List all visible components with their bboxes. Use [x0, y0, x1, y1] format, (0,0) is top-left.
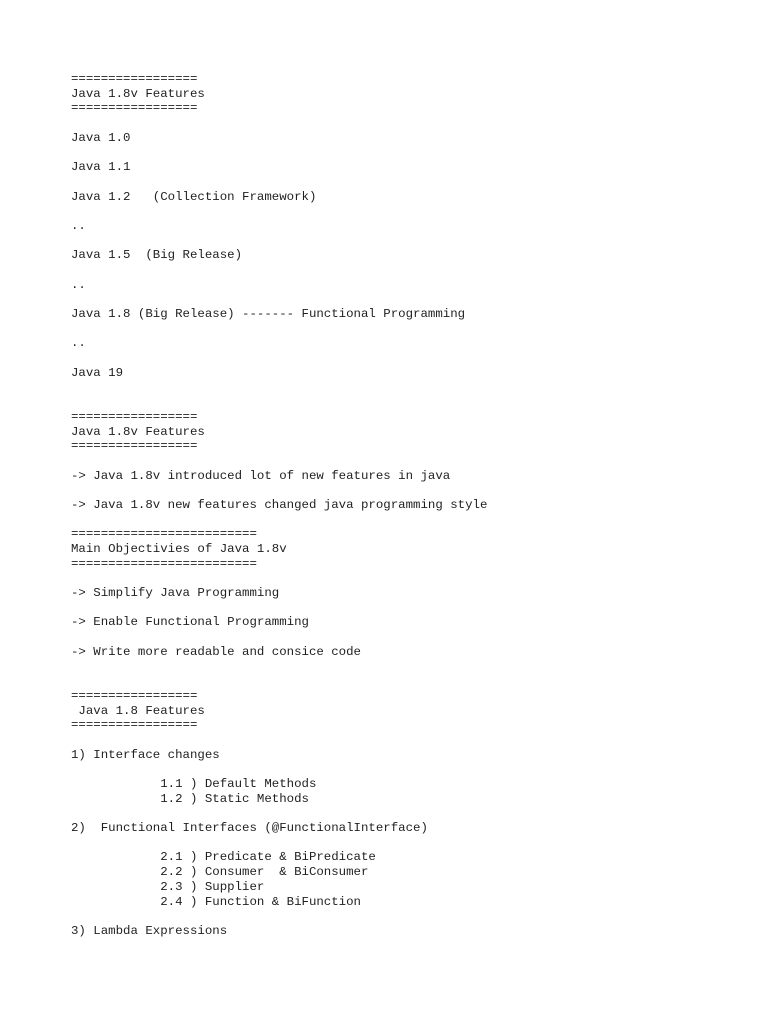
text-line: ================= — [71, 72, 198, 86]
text-line: 2.3 ) Supplier — [71, 879, 265, 894]
text-line: 1) Interface changes — [71, 747, 220, 762]
text-line: Java 19 — [71, 365, 124, 380]
text-line: 2.4 ) Function & BiFunction — [71, 894, 361, 909]
blank-line — [71, 322, 751, 337]
text-line: 2) Functional Interfaces (@FunctionalInterface) — [71, 821, 428, 836]
blank-line — [71, 630, 751, 645]
blank-line — [71, 733, 751, 748]
blank-line — [71, 351, 751, 366]
blank-line — [71, 806, 751, 821]
blank-line — [71, 292, 751, 307]
text-line: -> Java 1.8v introduced lot of new features in java — [71, 468, 451, 483]
text-line: Java 1.8 (Big Release) ------- Functional Programming — [71, 307, 466, 321]
blank-line — [71, 601, 751, 616]
document-page — [71, 72, 751, 939]
text-line: -> Enable Functional Programming — [71, 615, 309, 630]
text-line: 1.1 ) Default Methods — [71, 777, 317, 791]
blank-line — [71, 116, 751, 131]
blank-line — [71, 175, 751, 190]
blank-line — [71, 395, 751, 410]
text-line: Main Objectivies of Java 1.8v — [71, 542, 287, 556]
text-line: Java 1.5 (Big Release) — [71, 248, 243, 263]
blank-line — [71, 762, 751, 777]
text-line: 2.1 ) Predicate & BiPredicate — [71, 850, 376, 865]
text-line: ========================= — [71, 556, 257, 571]
blank-line — [71, 234, 751, 249]
text-line: Java 1.1 — [71, 160, 131, 175]
blank-line — [71, 483, 751, 498]
text-line: ================= — [71, 409, 198, 424]
text-line: .. — [71, 218, 86, 233]
text-line: ========================= — [71, 527, 257, 542]
text-line: Java 1.2 (Collection Framework) — [71, 189, 317, 204]
text-line: Java 1.8 Features — [71, 703, 205, 718]
blank-line — [71, 571, 751, 586]
blank-line — [71, 145, 751, 160]
blank-line — [71, 909, 751, 924]
text-line: Java 1.8v Features — [71, 86, 205, 101]
text-line: ================= — [71, 101, 198, 116]
text-line: ================= — [71, 688, 198, 703]
text-line: .. — [71, 336, 86, 351]
blank-line — [71, 204, 751, 219]
blank-line — [71, 836, 751, 851]
blank-line — [71, 674, 751, 689]
text-line: 3) Lambda Expressions — [71, 923, 228, 938]
text-line: Java 1.8v Features — [71, 424, 205, 439]
text-line: -> Write more readable and consice code — [71, 644, 361, 659]
text-line: 1.2 ) Static Methods — [71, 791, 309, 806]
blank-line — [71, 454, 751, 469]
text-line: -> Java 1.8v new features changed java programming style — [71, 497, 488, 512]
text-line: ================= — [71, 439, 198, 454]
text-line: 2.2 ) Consumer & BiConsumer — [71, 865, 369, 880]
text-line: .. — [71, 277, 86, 292]
text-line: -> Simplify Java Programming — [71, 586, 280, 601]
text-line: ================= — [71, 718, 198, 733]
blank-line — [71, 380, 751, 395]
blank-line — [71, 513, 751, 528]
text-line: Java 1.0 — [71, 130, 131, 145]
blank-line — [71, 263, 751, 278]
blank-line — [71, 660, 751, 675]
